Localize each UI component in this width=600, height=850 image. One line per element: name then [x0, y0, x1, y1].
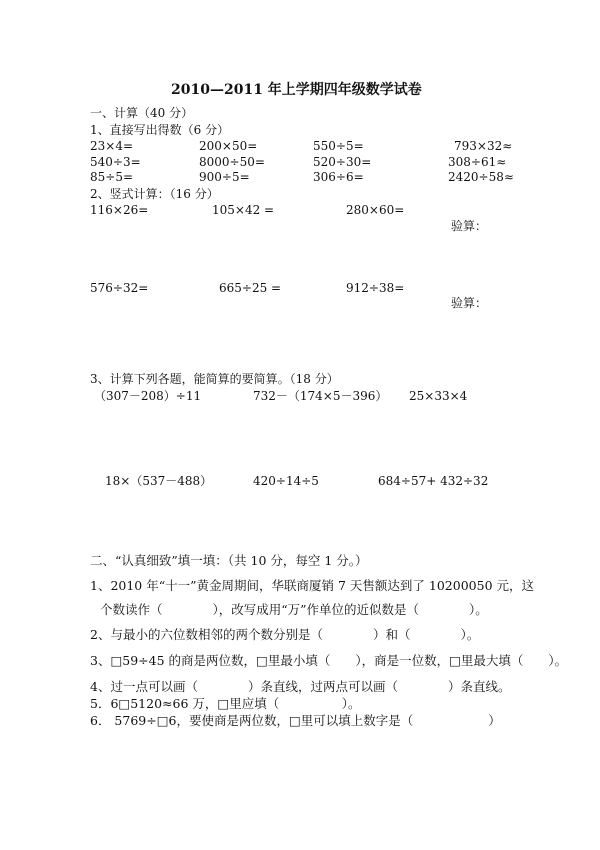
fill-blank-item: 2、与最小的六位数相邻的两个数分别是（ ）和（ ）。: [90, 627, 480, 642]
mental-math-problem: 550÷5=: [313, 139, 364, 153]
fill-blank-item: 4、过一点可以画（ ）条直线，过两点可以画（ ）条直线。: [90, 679, 511, 694]
simplify-problem: （307－208）÷11: [94, 389, 202, 403]
exam-title: 2010—2011 年上学期四年级数学试卷: [171, 82, 422, 98]
mental-math-problem: 793×32≈: [454, 139, 513, 153]
fill-blank-item: 6． 5769÷□6，要使商是两位数，□里可以填上数字是（ ）: [90, 713, 501, 728]
simplify-problem: 25×33×4: [409, 389, 468, 403]
fill-blank-item: 1、2010 年“十一”黄金周期间，华联商厦销 7 天售额达到了 10200050 元，这: [90, 578, 534, 593]
section-1-heading: 一、计算（40 分）: [90, 106, 194, 120]
vertical-calc-problem: 280×60=: [346, 203, 405, 217]
simplify-problem: 18×（537－488）: [105, 474, 213, 488]
mental-math-problem: 308÷61≈: [448, 155, 507, 169]
vertical-calc-problem: 912÷38=: [346, 281, 405, 295]
mental-math-problem: 900÷5=: [199, 170, 250, 184]
fill-blank-item: 3、□59÷45 的商是两位数，□里最小填（ ），商是一位数，□里最大填（ ）。: [90, 653, 568, 668]
mental-math-problem: 23×4=: [90, 139, 134, 153]
vertical-calc-problem: 116×26=: [90, 203, 149, 217]
mental-math-problem: 520÷30=: [313, 155, 372, 169]
check-label: 验算：: [451, 296, 488, 310]
fill-blank-item: 个数读作（ ），改写成用“万”作单位的近似数是（ ）。: [100, 602, 488, 617]
mental-math-problem: 540÷3=: [90, 155, 141, 169]
vertical-calc-problem: 105×42 =: [212, 203, 275, 217]
mental-math-problem: 85÷5=: [90, 170, 134, 184]
check-label: 验算：: [451, 219, 488, 233]
mental-math-problem: 8000÷50=: [199, 155, 265, 169]
part-2-heading: 2、竖式计算：（16 分）: [90, 187, 219, 201]
mental-math-problem: 2420÷58≈: [448, 170, 514, 184]
part-1-heading: 1、直接写出得数（6 分）: [90, 123, 230, 137]
section-2-heading: 二、“认真细致”填一填：（共 10 分，每空 1 分。）: [90, 553, 368, 568]
mental-math-problem: 200×50=: [199, 139, 258, 153]
simplify-problem: 732－（174×5－396）: [253, 389, 388, 403]
vertical-calc-problem: 576÷32=: [90, 281, 149, 295]
simplify-problem: 420÷14÷5: [253, 474, 319, 488]
fill-blank-item: 5．6□5120≈66 万，□里应填（ ）。: [90, 696, 361, 711]
vertical-calc-problem: 665÷25 =: [219, 281, 282, 295]
part-3-heading: 3、计算下列各题，能简算的要简算。（18 分）: [90, 372, 339, 386]
mental-math-problem: 306÷6=: [313, 170, 364, 184]
simplify-problem: 684÷57+ 432÷32: [378, 474, 489, 488]
